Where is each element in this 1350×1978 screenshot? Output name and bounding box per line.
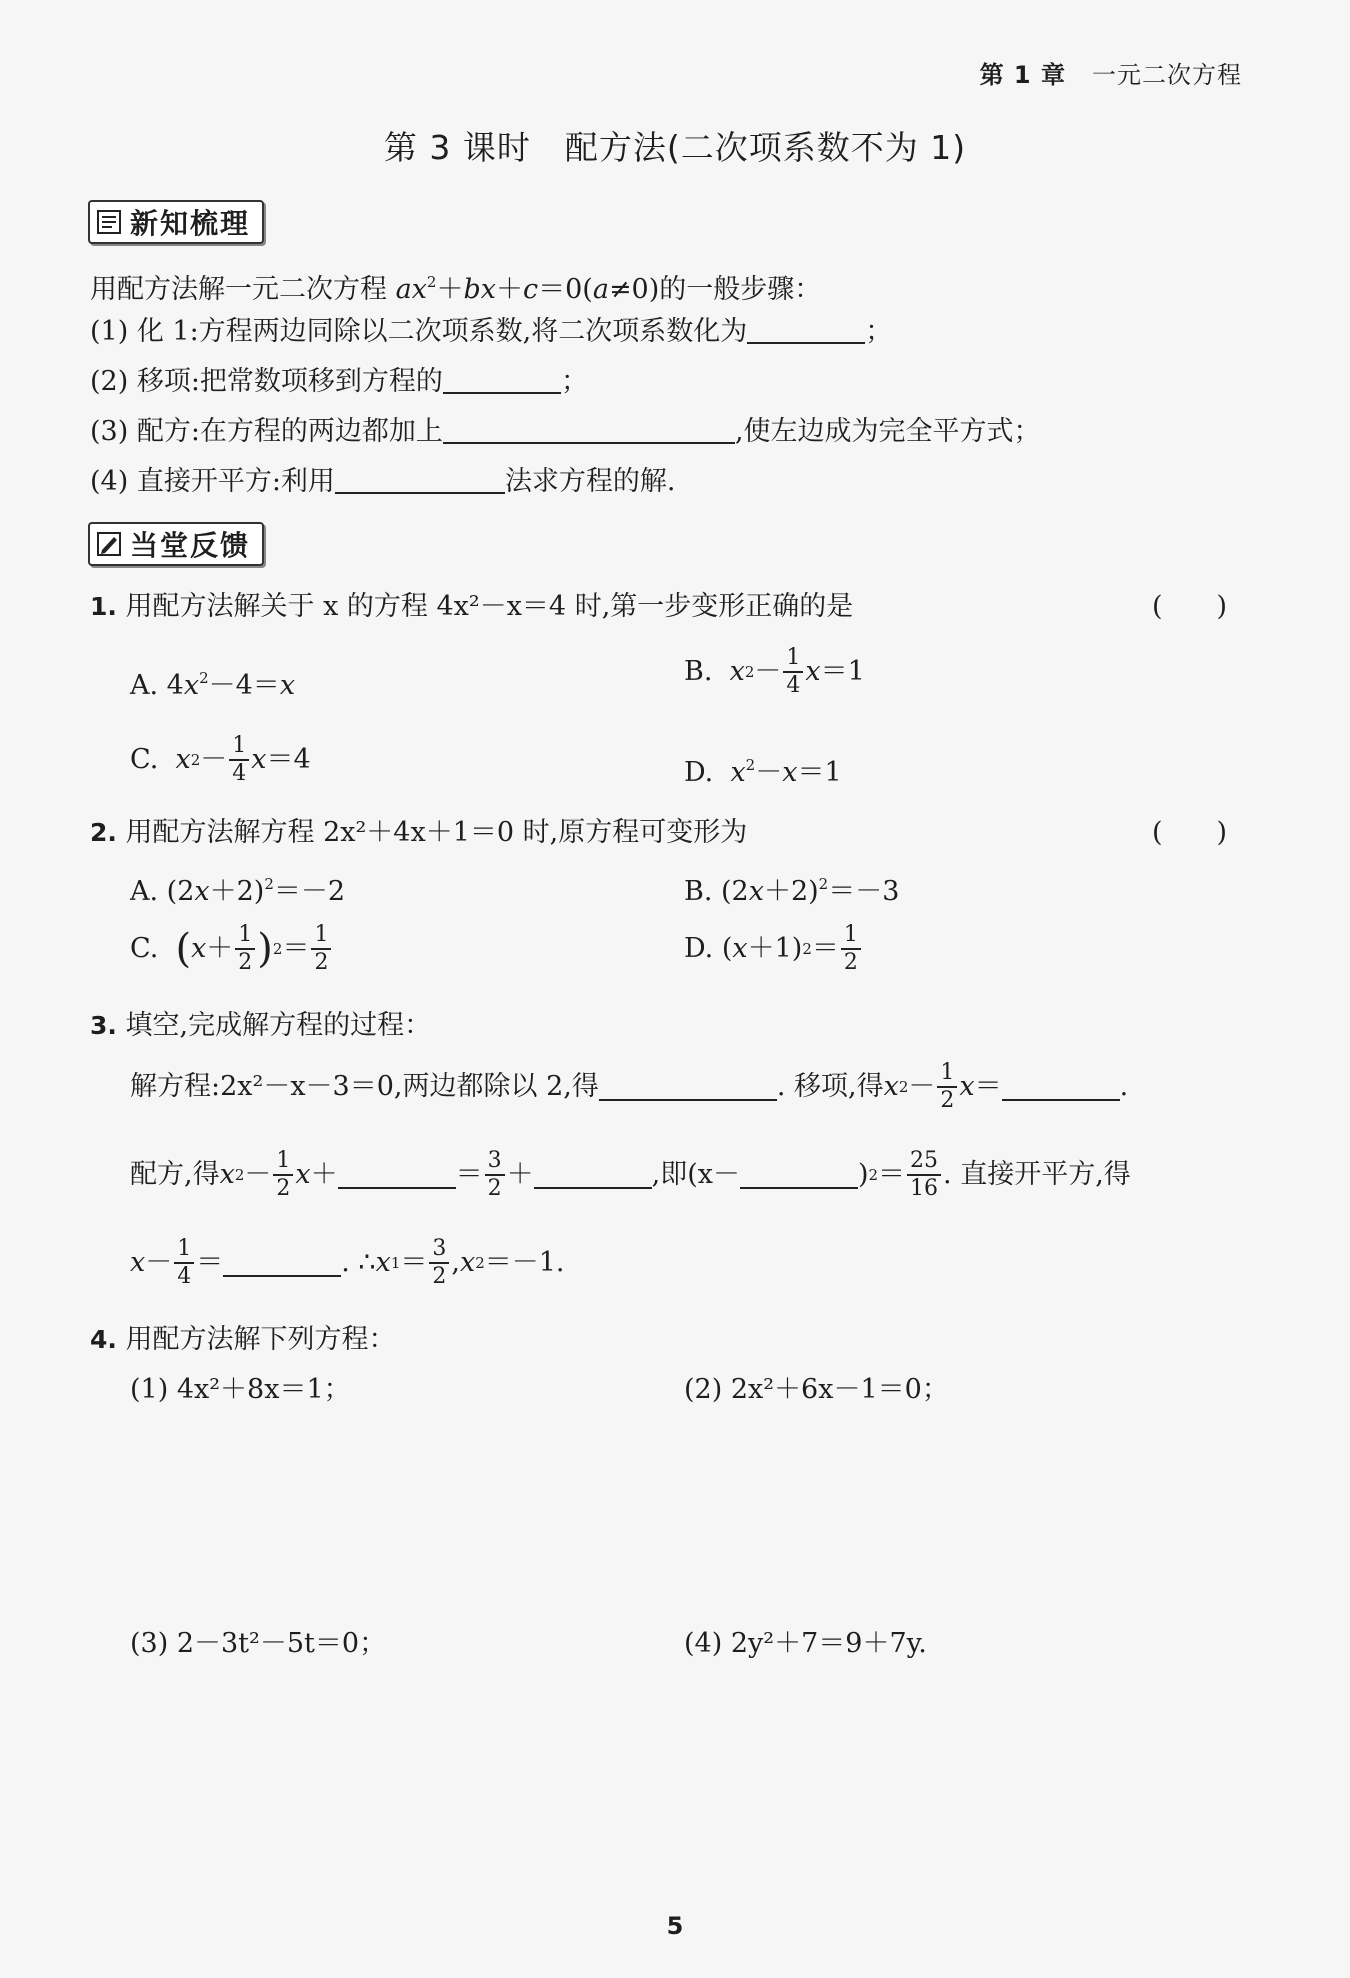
answer-blank[interactable] — [747, 316, 865, 344]
q4-part-1: (1) 4x²＋8x＝1； — [130, 1374, 351, 1405]
section-label: 当堂反馈 — [130, 529, 251, 562]
option-a[interactable]: A. $4x^2-4=x$ — [130, 669, 296, 701]
q4-part-4: (4) 2y²＋7＝9＋7y. — [684, 1628, 927, 1659]
lesson-title: 第 3 课时 配方法(二次项系数不为 1) — [383, 128, 967, 167]
q3-line-1: 解方程:2x²－x－3＝0,两边都除以 2,得 . 移项,得 x 2 － $\frac{1}{2}$ x ＝ . — [130, 1060, 1129, 1113]
answer-blank[interactable] — [443, 416, 735, 444]
option-d[interactable]: D. $x^2-x=1$ — [684, 756, 842, 788]
option-c[interactable]: C. ( x ＋ $\frac{1}{2}$ ) 2 ＝ $\frac{1}{2}$ — [130, 922, 333, 976]
answer-bracket[interactable]: ( ) — [1152, 817, 1228, 848]
question-2: 2. 用配方法解方程 2x²＋4x＋1＝0 时,原方程可变形为 — [90, 817, 748, 848]
answer-blank[interactable] — [1002, 1073, 1120, 1101]
answer-blank[interactable] — [443, 366, 561, 394]
step-1: (1) 化 1:方程两边同除以二次项系数,将二次项系数化为 ； — [90, 316, 893, 347]
page-number: 5 — [666, 1912, 684, 1940]
question-4: 4. 用配方法解下列方程： — [90, 1324, 396, 1355]
section-label: 新知梳理 — [130, 207, 251, 240]
option-c[interactable]: C. x 2 － $\frac{1}{4}$ x ＝4 — [130, 733, 311, 786]
answer-blank[interactable] — [740, 1161, 858, 1189]
q4-part-3: (3) 2－3t²－5t＝0； — [130, 1628, 387, 1659]
step-2: (2) 移项:把常数项移到方程的 ； — [90, 366, 588, 397]
chapter-number: 第 1 章 — [979, 61, 1066, 89]
answer-blank[interactable] — [335, 466, 505, 494]
option-b[interactable]: B. $(2x+2)^2=-3$ — [684, 875, 900, 907]
book-icon — [96, 208, 122, 236]
running-header — [980, 55, 1242, 90]
answer-blank[interactable] — [338, 1161, 456, 1189]
option-d[interactable]: D. ( x ＋1) 2 ＝ $\frac{1}{2}$ — [684, 922, 863, 976]
answer-blank[interactable] — [223, 1249, 341, 1277]
option-a[interactable]: A. $(2x+2)^2=-2$ — [130, 875, 346, 907]
step-4: (4) 直接开平方:利用 法求方程的解. — [90, 466, 676, 497]
answer-bracket[interactable]: ( ) — [1152, 591, 1228, 622]
q3-line-3: x － $\frac{1}{4}$ ＝ . ∴ x 1 ＝ $\frac{3}{2}$ , x 2 ＝－1. — [130, 1236, 565, 1289]
pencil-note-icon — [96, 530, 122, 558]
step-3: (3) 配方:在方程的两边都加上 ,使左边成为完全平方式； — [90, 416, 1041, 447]
q3-line-2: 配方,得 x 2 － $\frac{1}{2}$ x ＋ ＝ $\frac{3}{2}$ ＋ ,即(x－ ) 2 ＝ $\frac{25}{16}$ . 直接开平方,得 — [130, 1148, 1131, 1201]
question-1: 1. 用配方法解关于 x 的方程 4x²－x＝4 时,第一步变形正确的是 — [90, 591, 854, 622]
intro-line: 用配方法解一元二次方程 $ax^2+bx+c=0(a\ne 0)$的一般步骤： — [90, 273, 822, 305]
answer-blank[interactable] — [599, 1073, 777, 1101]
q4-part-2: (2) 2x²＋6x－1＝0； — [684, 1374, 949, 1405]
question-3: 3. 填空,完成解方程的过程： — [90, 1010, 432, 1041]
section-badge-new-knowledge — [88, 200, 264, 244]
section-badge-feedback — [88, 522, 264, 566]
option-b[interactable]: B. x 2 － $\frac{1}{4}$ x ＝1 — [684, 645, 865, 698]
answer-blank[interactable] — [534, 1161, 652, 1189]
chapter-title: 一元二次方程 — [1092, 61, 1242, 89]
